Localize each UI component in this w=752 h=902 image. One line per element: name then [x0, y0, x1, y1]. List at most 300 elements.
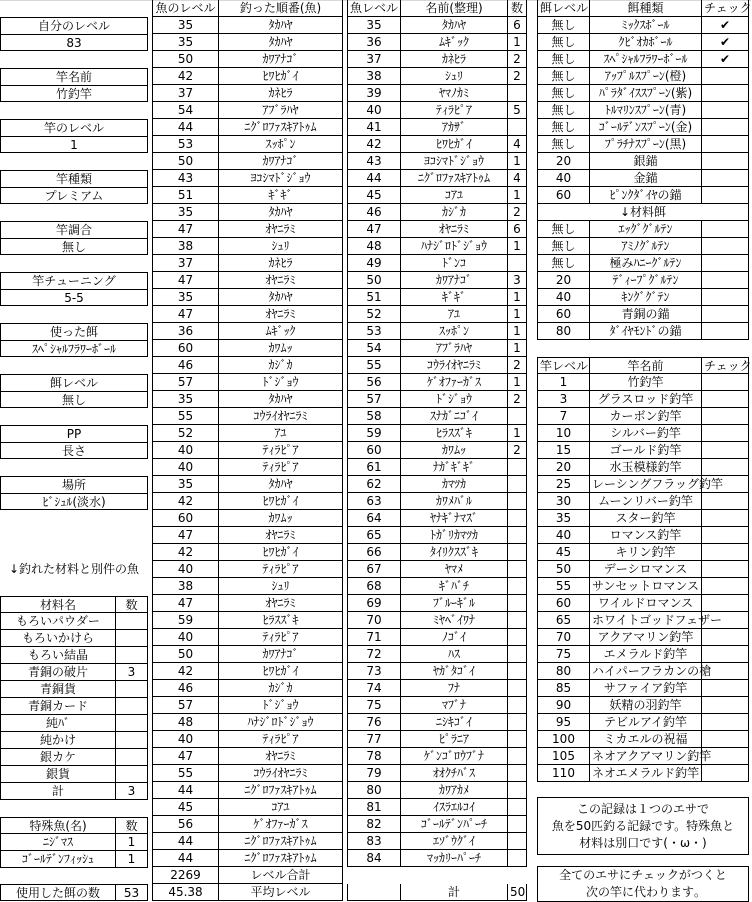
arranged-count: 2 — [507, 442, 527, 459]
arranged-count — [507, 85, 527, 102]
material-name: 青銅貨 — [0, 681, 115, 698]
materials-row — [0, 715, 148, 732]
arranged-name: ﾋﾟﾗﾆｱ — [400, 731, 507, 748]
summary-value-row — [0, 187, 148, 204]
rod-row — [537, 408, 749, 425]
rod-row — [537, 544, 749, 561]
arranged-level: 59 — [347, 425, 400, 442]
caught-name: ｶｼﾞｶ — [218, 357, 343, 374]
bait-material-level: 無し — [537, 255, 589, 272]
bait-material-row — [537, 306, 749, 323]
arranged-count — [507, 816, 527, 833]
bait-check — [701, 85, 749, 102]
caught-level: 47 — [152, 527, 218, 544]
rod-header-level: 竿レベル — [537, 357, 589, 374]
caught-row — [152, 187, 343, 204]
summary-value: ｽﾍﾟｼｬﾙﾌﾗﾜｰﾎﾞｰﾙ — [0, 340, 148, 357]
material-count — [115, 698, 148, 715]
bait-row — [537, 17, 749, 34]
arranged-count: 2 — [507, 51, 527, 68]
caught-row — [152, 748, 343, 765]
rod-name: スター釣竿 — [589, 510, 701, 527]
arranged-row — [347, 153, 527, 170]
caught-level: 60 — [152, 340, 218, 357]
note-line-4: 全てのエサにチェックがつくと — [559, 868, 727, 882]
rod-row — [537, 714, 749, 731]
arranged-name: ﾄﾞﾝｺ — [400, 255, 507, 272]
rod-check — [701, 408, 749, 425]
summary-label: 竿名前 — [0, 68, 148, 85]
arranged-name: ﾄﾞｼﾞｮｳ — [400, 391, 507, 408]
summary-value: 83 — [0, 34, 148, 51]
arranged-count: 2 — [507, 204, 527, 221]
arranged-level: 66 — [347, 544, 400, 561]
rod-check — [701, 714, 749, 731]
rod-row — [537, 595, 749, 612]
rod-level: 20 — [537, 459, 589, 476]
bait-level: 60 — [537, 187, 589, 204]
caught-name: ﾋﾜﾋｶﾞｲ — [218, 68, 343, 85]
bait-row — [537, 170, 749, 187]
arranged-count: 4 — [507, 170, 527, 187]
caught-row — [152, 153, 343, 170]
caught-name: ﾄﾞｼﾞｮｳ — [218, 374, 343, 391]
rod-name: デーシロマンス — [589, 561, 701, 578]
arranged-level: 83 — [347, 833, 400, 850]
caught-level: 45 — [152, 799, 218, 816]
summary-label-row — [0, 17, 148, 34]
arranged-level: 43 — [347, 153, 400, 170]
caught-level: 38 — [152, 578, 218, 595]
arranged-count: 1 — [507, 187, 527, 204]
caught-level: 43 — [152, 170, 218, 187]
bait-level: 無し — [537, 34, 589, 51]
summary-label: 使った餌 — [0, 323, 148, 340]
summary-value-row — [0, 34, 148, 51]
caught-name: ｶｼﾞｶ — [218, 680, 343, 697]
rod-name: ネオアクアマリン釣竿 — [589, 748, 701, 765]
arranged-count — [507, 850, 527, 867]
summary-label-row — [0, 272, 148, 289]
arranged-level: 61 — [347, 459, 400, 476]
arranged-name: ｷﾞｷﾞ — [400, 289, 507, 306]
arranged-count — [507, 748, 527, 765]
arranged-count — [507, 714, 527, 731]
bait-check — [701, 102, 749, 119]
arranged-row — [347, 374, 527, 391]
bait-material-check — [701, 238, 749, 255]
arranged-name: ｱﾕ — [400, 306, 507, 323]
rod-check — [701, 595, 749, 612]
arranged-level: 51 — [347, 289, 400, 306]
arranged-row — [347, 578, 527, 595]
note-record — [537, 797, 749, 855]
caught-row — [152, 578, 343, 595]
caught-name: ｶﾈﾋﾗ — [218, 85, 343, 102]
arranged-row — [347, 680, 527, 697]
arranged-row — [347, 510, 527, 527]
arranged-row — [347, 408, 527, 425]
bait-header-row — [537, 0, 752, 17]
arranged-count — [507, 527, 527, 544]
arranged-row — [347, 187, 527, 204]
arranged-count — [507, 697, 527, 714]
caught-header-row — [152, 0, 343, 17]
materials-row — [0, 732, 148, 749]
caught-row — [152, 731, 343, 748]
arranged-count — [507, 765, 527, 782]
bait-row — [537, 136, 749, 153]
summary-label-row — [0, 323, 148, 340]
rod-name: サンセットロマンス — [589, 578, 701, 595]
summary-label: PP — [0, 425, 148, 442]
bait-name: 銀錨 — [589, 153, 701, 170]
arranged-level: 35 — [347, 17, 400, 34]
bait-check — [701, 68, 749, 85]
bait-check — [701, 170, 749, 187]
note-line-1: この記録は１つのエサで — [576, 801, 709, 816]
arranged-row — [347, 136, 527, 153]
arranged-level: 42 — [347, 136, 400, 153]
rod-name: 水玉模様釣竿 — [589, 459, 701, 476]
arranged-level: 69 — [347, 595, 400, 612]
caught-row — [152, 340, 343, 357]
caught-level: 47 — [152, 595, 218, 612]
caught-level: 36 — [152, 323, 218, 340]
arranged-header-name: 名前(整理) — [400, 0, 507, 17]
caught-name: ﾋﾗｽｽﾞｷ — [218, 612, 343, 629]
arranged-name: ｺｳﾗｲｵﾔﾆﾗﾐ — [400, 357, 507, 374]
caught-level: 42 — [152, 544, 218, 561]
caught-name: ｷﾞｷﾞ — [218, 187, 343, 204]
rod-name: サファイア釣竿 — [589, 680, 701, 697]
arranged-row — [347, 17, 527, 34]
rod-level: 105 — [537, 748, 589, 765]
rod-check — [701, 697, 749, 714]
materials-header-name: 材料名 — [0, 596, 115, 613]
rod-check — [701, 646, 749, 663]
bait-check: ✔ — [701, 17, 749, 34]
rod-check — [701, 374, 749, 391]
arranged-level: 38 — [347, 68, 400, 85]
rod-row — [537, 578, 749, 595]
arranged-name: ﾊﾅｼﾞﾛﾄﾞｼﾞｮｳ — [400, 238, 507, 255]
caught-row — [152, 204, 343, 221]
caught-name: ｵﾔﾆﾗﾐ — [218, 272, 343, 289]
caught-name: ﾆｸﾞﾛﾌｧｽｷｱﾄｩﾑ — [218, 833, 343, 850]
arranged-name: ｷﾞﾊﾞﾁ — [400, 578, 507, 595]
material-name: 純ﾊﾞ — [0, 715, 115, 732]
caught-row — [152, 238, 343, 255]
rod-level: 40 — [537, 527, 589, 544]
arranged-name: ｼｭﾘ — [400, 68, 507, 85]
special-header-count: 数 — [115, 817, 148, 834]
caught-level: 59 — [152, 612, 218, 629]
caught-name: ﾀｶﾊﾔ — [218, 204, 343, 221]
rod-check — [701, 561, 749, 578]
special-row — [0, 834, 148, 851]
materials-title-row — [0, 561, 148, 578]
caught-row — [152, 68, 343, 85]
rod-row — [537, 493, 749, 510]
bait-level: 無し — [537, 102, 589, 119]
rod-level: 100 — [537, 731, 589, 748]
rod-row — [537, 680, 749, 697]
caught-name: ｱﾌﾞﾗﾊﾔ — [218, 102, 343, 119]
caught-level: 42 — [152, 663, 218, 680]
caught-level: 46 — [152, 680, 218, 697]
material-count: 3 — [115, 783, 148, 800]
arranged-name: ﾌﾞﾙｰｷﾞﾙ — [400, 595, 507, 612]
summary-label-row — [0, 374, 148, 391]
rod-level: 75 — [537, 646, 589, 663]
bait-check — [701, 153, 749, 170]
caught-name: ﾖｺｼﾏﾄﾞｼﾞｮｳ — [218, 170, 343, 187]
arranged-row — [347, 629, 527, 646]
arranged-row — [347, 255, 527, 272]
caught-row — [152, 612, 343, 629]
bait-material-level: 無し — [537, 238, 589, 255]
bait-material-name: ｴｯｸﾞｸﾞﾙﾃﾝ — [589, 221, 701, 238]
rod-name: テビルアイ釣竿 — [589, 714, 701, 731]
caught-level: 52 — [152, 425, 218, 442]
arranged-name: ﾅｶﾞｷﾞｷﾞ — [400, 459, 507, 476]
rod-row — [537, 748, 749, 765]
arranged-count — [507, 510, 527, 527]
caught-row — [152, 833, 343, 850]
caught-name: ﾃｨﾗﾋﾟｱ — [218, 561, 343, 578]
arranged-count: 2 — [507, 68, 527, 85]
bait-level: 40 — [537, 170, 589, 187]
caught-level: 55 — [152, 765, 218, 782]
arranged-total-value: 50 — [507, 884, 527, 901]
arranged-count: 1 — [507, 153, 527, 170]
bait-name: ｱｯﾌﾟﾙｽﾌﾟｰﾝ(橙) — [589, 68, 701, 85]
bait-material-row — [537, 272, 749, 289]
arranged-name: ﾖｺｼﾏﾄﾞｼﾞｮｳ — [400, 153, 507, 170]
caught-name: ｶﾈﾋﾗ — [218, 255, 343, 272]
summary-value-row — [0, 391, 148, 408]
rod-level: 70 — [537, 629, 589, 646]
caught-level: 60 — [152, 510, 218, 527]
summary-label-row — [0, 68, 148, 85]
caught-level: 37 — [152, 255, 218, 272]
caught-name: ﾃｨﾗﾋﾟｱ — [218, 442, 343, 459]
arranged-level: 75 — [347, 697, 400, 714]
arranged-count: 1 — [507, 289, 527, 306]
caught-level: 35 — [152, 204, 218, 221]
bait-material-level: 無し — [537, 221, 589, 238]
arranged-name: ｺﾞｰﾙﾃﾞﾝﾊﾟｰﾁ — [400, 816, 507, 833]
arranged-row — [347, 561, 527, 578]
summary-value: 長さ — [0, 442, 148, 459]
caught-name: ｵﾔﾆﾗﾐ — [218, 748, 343, 765]
summary-value: 無し — [0, 391, 148, 408]
caught-level: 50 — [152, 153, 218, 170]
level-total-value: 2269 — [152, 867, 218, 884]
bait-header-kind: 餌種類 — [589, 0, 701, 17]
arranged-row — [347, 714, 527, 731]
rod-row — [537, 391, 749, 408]
summary-value-row — [0, 442, 148, 459]
bait-material-level: 60 — [537, 306, 589, 323]
materials-row — [0, 630, 148, 647]
arranged-count: 4 — [507, 136, 527, 153]
arranged-level: 78 — [347, 748, 400, 765]
bait-material-check — [701, 255, 749, 272]
caught-name: ｵﾔﾆﾗﾐ — [218, 306, 343, 323]
caught-row — [152, 646, 343, 663]
arranged-row — [347, 748, 527, 765]
arranged-name: ﾔﾏﾉｶﾐ — [400, 85, 507, 102]
caught-row — [152, 170, 343, 187]
arranged-count — [507, 731, 527, 748]
arranged-header-count: 数 — [507, 0, 527, 17]
material-name: 銀カケ — [0, 749, 115, 766]
special-header-row — [0, 817, 148, 834]
arranged-level: 40 — [347, 102, 400, 119]
arranged-level: 63 — [347, 493, 400, 510]
caught-name: ﾄﾞｼﾞｮｳ — [218, 697, 343, 714]
caught-level: 40 — [152, 459, 218, 476]
arranged-level: 84 — [347, 850, 400, 867]
caught-row — [152, 391, 343, 408]
caught-row — [152, 816, 343, 833]
arranged-level: 44 — [347, 170, 400, 187]
arranged-name: ﾀｲﾘｸｽｽﾞｷ — [400, 544, 507, 561]
caught-name: ｵﾔﾆﾗﾐ — [218, 221, 343, 238]
rod-name: シルバー釣竿 — [589, 425, 701, 442]
special-name: ﾆｼﾞﾏｽ — [0, 834, 115, 851]
caught-name: ﾆｸﾞﾛﾌｧｽｷｱﾄｩﾑ — [218, 850, 343, 867]
arranged-level: 53 — [347, 323, 400, 340]
caught-level: 55 — [152, 408, 218, 425]
caught-name: ﾀｶﾊﾔ — [218, 17, 343, 34]
bait-materials-title-row — [537, 204, 749, 221]
arranged-count: 1 — [507, 306, 527, 323]
caught-name: ｱﾕ — [218, 425, 343, 442]
arranged-name: ｺｱﾕ — [400, 187, 507, 204]
bait-material-row — [537, 238, 749, 255]
arranged-row — [347, 799, 527, 816]
arranged-row — [347, 765, 527, 782]
caught-level: 47 — [152, 306, 218, 323]
caught-row — [152, 323, 343, 340]
summary-value-row — [0, 493, 148, 510]
bait-level: 無し — [537, 85, 589, 102]
bait-check: ✔ — [701, 51, 749, 68]
arranged-row — [347, 34, 527, 51]
bait-material-level: 20 — [537, 272, 589, 289]
rod-name: ゴールド釣竿 — [589, 442, 701, 459]
caught-row — [152, 476, 343, 493]
arranged-row — [347, 595, 527, 612]
arranged-count — [507, 493, 527, 510]
summary-value-row — [0, 238, 148, 255]
summary-value: 5-5 — [0, 289, 148, 306]
rod-row — [537, 374, 749, 391]
bait-level: 無し — [537, 119, 589, 136]
material-name: 計 — [0, 783, 115, 800]
summary-label: 餌レベル — [0, 374, 148, 391]
rod-check — [701, 731, 749, 748]
bait-name: ｽﾍﾟｼｬﾙﾌﾗﾜｰﾎﾞｰﾙ — [589, 51, 701, 68]
materials-row — [0, 698, 148, 715]
bait-materials-title: ↓材料餌 — [537, 204, 749, 221]
caught-name: ｺｱﾕ — [218, 799, 343, 816]
arranged-row — [347, 850, 527, 867]
arranged-row — [347, 459, 527, 476]
rod-check — [701, 578, 749, 595]
arranged-count — [507, 646, 527, 663]
caught-row — [152, 561, 343, 578]
rod-name: ミカエルの祝福 — [589, 731, 701, 748]
special-header-name: 特殊魚(名) — [0, 817, 115, 834]
bait-row — [537, 119, 749, 136]
arranged-level: 68 — [347, 578, 400, 595]
rod-row — [537, 527, 749, 544]
caught-name: ﾆｸﾞﾛﾌｧｽｷｱﾄｩﾑ — [218, 119, 343, 136]
summary-value: 1 — [0, 136, 148, 153]
caught-header-level: 魚のレベル — [152, 0, 218, 17]
materials-row — [0, 783, 148, 800]
bait-material-check — [701, 306, 749, 323]
bait-row — [537, 102, 749, 119]
arranged-name: ﾄｶﾞﾘｶﾏﾂｶ — [400, 527, 507, 544]
arranged-level: 36 — [347, 34, 400, 51]
rod-name: ムーンリバー釣竿 — [589, 493, 701, 510]
caught-row — [152, 306, 343, 323]
bait-material-row — [537, 323, 749, 340]
caught-row — [152, 442, 343, 459]
caught-name: ﾃｨﾗﾋﾟｱ — [218, 731, 343, 748]
arranged-row — [347, 289, 527, 306]
caught-level: 40 — [152, 442, 218, 459]
caught-row — [152, 357, 343, 374]
arranged-name: ｹﾞﾝｺﾞﾛｳﾌﾞﾅ — [400, 748, 507, 765]
summary-label: 竿調合 — [0, 221, 148, 238]
materials-row — [0, 681, 148, 698]
caught-name: ｵﾔﾆﾗﾐ — [218, 527, 343, 544]
rod-row — [537, 629, 749, 646]
arranged-name: ｽｯﾎﾟﾝ — [400, 323, 507, 340]
arranged-row — [347, 697, 527, 714]
caught-name: ｽｯﾎﾟﾝ — [218, 136, 343, 153]
rod-name: ハイパーフラカンの槍 — [589, 663, 701, 680]
arranged-level: 37 — [347, 51, 400, 68]
summary-label-row — [0, 476, 148, 493]
caught-level: 37 — [152, 85, 218, 102]
material-name: 青銅の破片 — [0, 664, 115, 681]
summary-label: 場所 — [0, 476, 148, 493]
caught-level: 40 — [152, 629, 218, 646]
rod-check — [701, 527, 749, 544]
caught-level: 50 — [152, 51, 218, 68]
caught-level: 53 — [152, 136, 218, 153]
bait-material-name: ﾃﾞｨｰﾌﾟｸﾞﾙﾃﾝ — [589, 272, 701, 289]
caught-level: 46 — [152, 357, 218, 374]
arranged-level: 74 — [347, 680, 400, 697]
arranged-total-label: 計 — [400, 884, 507, 901]
caught-row — [152, 595, 343, 612]
rod-check — [701, 425, 749, 442]
rod-level: 65 — [537, 612, 589, 629]
bait-level: 無し — [537, 51, 589, 68]
rod-row — [537, 663, 749, 680]
arranged-level: 79 — [347, 765, 400, 782]
caught-level: 54 — [152, 102, 218, 119]
bait-used-row — [0, 884, 148, 901]
